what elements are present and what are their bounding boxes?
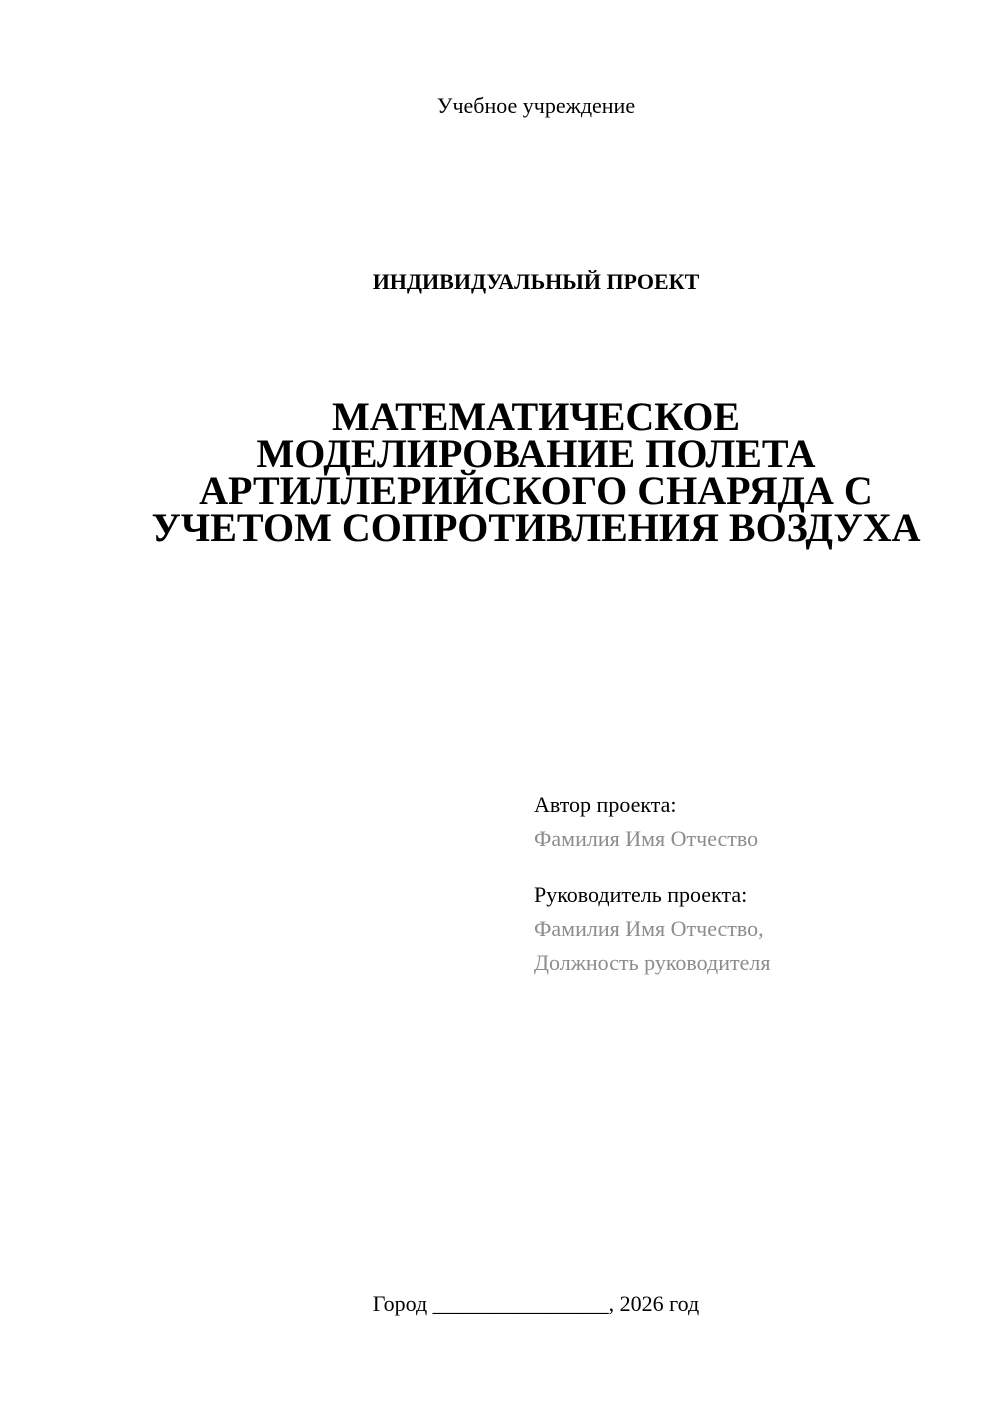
project-title: [0, 394, 1000, 550]
supervisor-position: Должность руководителя: [534, 950, 771, 975]
title-line: УЧЕТОМ СОПРОТИВЛЕНИЯ ВОЗДУХА: [151, 505, 921, 550]
title-line: МОДЕЛИРОВАНИЕ ПОЛЕТА: [256, 431, 816, 476]
supervisor-label: Руководитель проекта:: [534, 882, 748, 907]
author-label: Автор проекта:: [534, 792, 677, 817]
title-line: АРТИЛЛЕРИЙСКОГО СНАРЯДА С: [199, 468, 873, 513]
supervisor-name: Фамилия Имя Отчество,: [534, 916, 764, 941]
author-group: [534, 788, 974, 856]
title-line: МАТЕМАТИЧЕСКОЕ: [331, 394, 741, 439]
author-name: Фамилия Имя Отчество: [534, 826, 759, 851]
credits-block: [534, 788, 974, 1002]
city-year-line: Город ________________, 2026 год: [372, 1291, 700, 1316]
document-type: ИНДИВИДУАЛЬНЫЙ ПРОЕКТ: [372, 269, 700, 294]
institution-name: Учебное учреждение: [436, 93, 636, 118]
supervisor-group: [534, 878, 974, 980]
